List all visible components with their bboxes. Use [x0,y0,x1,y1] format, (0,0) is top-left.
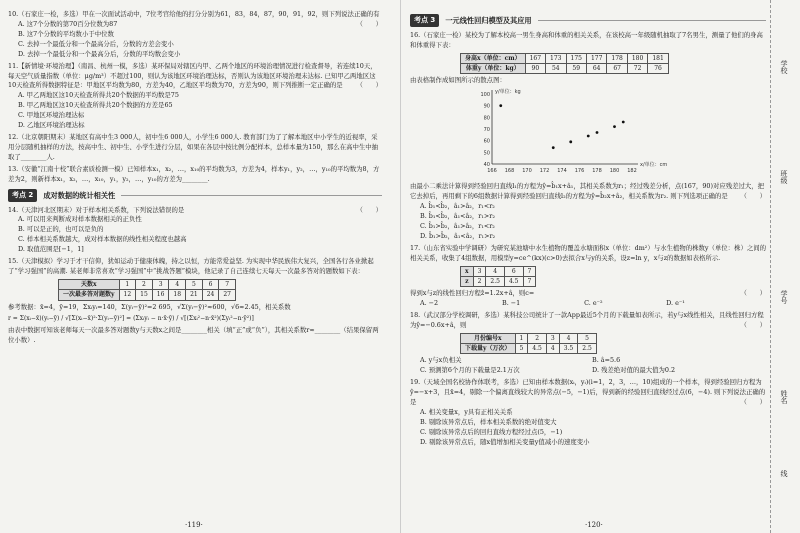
question-13: 13.（安徽“江南十校”联合素质检测一模）已知样本x₁，x₂，…，x₁₀的平均数为3，方差为4，样本y₁，y₂，…，y₁₀的平均数为8，方差为2，则新样本x₁，x₂，…，x₁₀，y₁，y₂，…，y₁₀的方差为________. [8,164,380,183]
q10-option-b: B. 这7个分数的平均数小于中位数 [18,29,114,38]
y-tick-label: 50 [483,150,490,157]
left-column [8,10,382,348]
q18-stem: 18.（武汉部分学校调研，多选）某科技公司统计了一款App最近5个月的下载量如表所示，若y与x线性相关，且线性回归方程为ŷ=−0.6x+â，则 [410,310,764,329]
question-17 [410,244,766,309]
section-3-header [410,14,766,27]
q11-option-a: A. 甲乙两地区这10天检查所得共20个数据的平均数是75 [18,91,179,100]
table-cell: 21 [186,290,203,300]
q18-table [460,333,597,355]
section-2-header [8,189,382,202]
q16-after-text: 由最小二乘法计算得到经验回归直线l₁的方程为ŷ=b̂₁x+â₁，其相关系数为r₁；经过残差分析，点(167，90)对应残差过大，把它去掉后，再用剩下的6组数据计算得到经验回归直线l₂的方程为ŷ=b̂₂x+â₂，相关系数为r₂. 则下列选项正确的是 [410,182,765,201]
table-cell: 2.5 [486,276,505,286]
q17-stem: 17.（山东省实验中学调研）为研究某池塘中水生植物的覆盖水塘面积x（单位：dm²）与水生植物的株数y（单位：株）之间的相关关系，收集了4组数据，用模型y=ce^(kx)(c>0)去拟合x与y的关系，设z=ln y，x与z的数据如表格所示. [410,243,767,262]
q11-paren: （ ） [356,81,382,90]
q14-option-b: B. 可以是正的，也可以是负的 [18,225,104,234]
question-18 [410,311,766,376]
table-cell: 身高x（单位：cm） [461,53,526,63]
margin-label-name: 姓名 [780,390,788,404]
q18-option-b: B. â=5.6 [592,356,621,365]
table-cell: 月份编号x [461,333,516,343]
table-cell: 4.5 [504,276,523,286]
q15-reference: 参考数据：x̄=4，ȳ=19，Σxᵢyᵢ=140，Σ(yᵢ−ȳ)²=2 695，√Σ(yᵢ−ȳ)²≈600，√6≈2.45，相关系数 [8,302,291,311]
q17-paren: （ ） [740,289,766,298]
q10-option-c: C. 去掉一个最低分和一个最高分后，分数的方差会变小 [18,39,174,48]
table-row [461,333,597,343]
scatter-point [596,131,599,134]
q16-paren: （ ） [740,192,766,201]
margin-label-class: 班级 [780,170,788,184]
table-cell: 1 [119,279,136,289]
q16-table [460,53,669,75]
y-tick-label: 40 [483,162,490,169]
table-cell: x [461,266,474,276]
table-cell: 67 [607,63,627,73]
q19-stem: 19.（天域全国名校协作体联考，多选）已知由样本数据(xᵢ，yᵢ)(i=1，2，3，…，10)组成的一个样本，得到经验回归方程为ŷ=−x+3，且x̄=4，剔除一个偏离直线较大的异常点(−5，−1)后，得到新的经验回归直线经过点(6，−4). 则下列说法正确的是 [410,378,766,407]
table-cell: 7 [219,279,236,289]
q16-option-a: A. b̂₁<b̂₂，â₁>â₂，r₁<r₂ [420,201,495,210]
question-11 [8,62,382,131]
x-tick-label: 180 [609,168,620,175]
page-number-left: ·119· [185,521,203,529]
q17-options [420,299,766,309]
table-cell: 18 [169,290,186,300]
table-cell: 2.5 [578,344,597,354]
q16-option-d: D. b̂₁>b̂₂，â₁<â₂，r₁>r₂ [420,231,496,240]
table-cell: 2 [473,276,486,286]
question-15 [8,257,382,346]
table-cell: 16 [152,290,169,300]
table-cell: 4 [546,344,559,354]
x-tick-label: 176 [574,168,585,175]
table-cell: 173 [546,53,566,63]
q18-option-a: A. y与x负相关 [420,356,462,365]
scatter-point [552,146,555,149]
table-cell: 167 [525,53,545,63]
q17-after-text: 得到x与z的线性回归方程ẑ=1.2x+â，则c= [410,289,535,298]
q10-stem: 10.（石家庄一检，多选）甲在一次面试活动中，7位考官给他的打分分别为61，83，84，87，90，91，92，则下列说法正确的有 [8,10,380,18]
q15-stem: 15.（天津模拟）学习于才干信仰，犹如运动于健康体魄，持之以恒，方能常爱益坚. 为实现中华民族伟大复兴，全国各行各业掀起了“学习强国”的高潮. 某老师非常喜欢“学习强国”中“挑战答题”模块，他记录了自己连续七天每天一次最多答对的题数如下表： [8,257,374,276]
q17-after [410,289,766,299]
x-tick-label: 178 [592,168,602,175]
q14-option-a: A. 可以用来判断成对样本数据相关的正负性 [18,215,142,224]
q11-stem: 11.【新情境·环境治理】（南昌、杭州一模，多选）某环保局对辖区内甲、乙两个地区的环境治理情况进行检查督导，若连续10天，每天空气质量指数（单位：μg/m³）不超过100，则认为该地区环境治理达标，否则认为该地区环境治理未达标. 已知甲乙两地区这10天检查所得数据特征是：甲地区平均数为80，方差为40，乙地区平均数为70，方差为90，则下列推断一定正确的是 [8,61,377,90]
table-row [59,279,236,289]
q10-option-d: D. 去掉一个最低分和一个最高分后，分数的平均数会变小 [18,49,181,58]
q15-tail: 由表中数据可知该老师每天一次最多答对题数y与天数x之间是________相关（填“正”或“负”），其相关系数r≈________（结果保留两位小数）. [8,325,379,344]
question-12: 12.（北京朝阳期末）某地区有高中生3 000人，初中生6 000人，小学生6 000人. 教育部门为了了解本地区中小学生的近视率，采用分层随机抽样的方法，按高中生、初中生、小学生进行分层，如果在各层中按比例分配样本，总样本量为150，那么在高中生中抽取了________人. [8,133,379,161]
q16-after [410,182,766,202]
table-cell: 2 [136,279,153,289]
binding-margin [770,0,800,533]
table-cell: 15 [136,290,153,300]
table-cell: 178 [607,53,627,63]
table-cell: 5 [515,344,528,354]
table-cell: 90 [525,63,545,73]
margin-label-id: 学号 [780,290,788,304]
y-tick-label: 70 [483,127,490,134]
q14-stem: 14.（天津河北区期末）对于样本相关系数，下列说法错误的是 [8,205,185,214]
table-cell: 5 [186,279,203,289]
scatter-point [587,135,590,138]
table-cell: 64 [586,63,606,73]
q18-options-cd [420,366,766,376]
table-cell: 3 [152,279,169,289]
q15-formula: r = Σ(xᵢ−x̄)(yᵢ−ȳ) / √[Σ(xᵢ−x̄)²·Σ(yᵢ−ȳ)²] = (Σxᵢyᵢ − n·x̄·ȳ) / √[(Σxᵢ²−n·x̄²)(Σyᵢ²−n·ȳ²)] [8,315,254,323]
section-3-title: 一元线性回归模型及其应用 [445,15,532,25]
table-cell: 3 [473,266,486,276]
table-cell: 59 [566,63,586,73]
q16-scatter-caption: 由表格制作成如图所示的散点图： [410,76,506,85]
x-tick-label: 172 [539,168,550,175]
table-cell: 6 [504,266,523,276]
right-column [410,10,766,450]
q19-option-b: B. 剔除该异常点后，样本相关系数的绝对值变大 [420,417,557,426]
q19-option-a: A. 相关变量x，y具有正相关关系 [420,407,513,416]
q18-option-c: C. 预测第6个月的下载量是2.1万次 [420,366,520,375]
q17-option-a: A. −2 [420,299,439,308]
table-cell: 177 [586,53,606,63]
table-cell: 54 [546,63,566,73]
table-row [461,63,669,73]
question-19 [410,378,766,447]
y-tick-label: 80 [483,115,490,122]
table-row [461,276,536,286]
table-cell: 一次最多答对题数y [59,290,120,300]
scatter-plot [470,86,680,178]
table-cell: 181 [648,53,668,63]
table-cell: 3.5 [559,344,578,354]
table-cell: 4 [559,333,578,343]
q15-table [58,279,236,301]
table-cell: 体重y（单位：kg） [461,63,526,73]
table-cell: 4 [486,266,505,276]
x-tick-label: 168 [504,168,515,175]
table-row [461,266,536,276]
table-cell: 175 [566,53,586,63]
q14-option-d: D. 取值范围是[−1，1] [18,245,84,254]
page-divider [400,0,401,533]
q17-option-c: C. e⁻² [584,299,603,308]
x-tick-label: 182 [627,168,637,175]
table-cell: 180 [627,53,647,63]
section-3-tag: 考点 3 [410,14,439,27]
table-row [461,344,597,354]
q11-option-b: B. 甲乙两地区这10天检查所得共20个数据的方差是65 [18,101,173,110]
x-axis-label: x/单位：cm [640,162,668,169]
table-cell: 76 [648,63,668,73]
q11-option-d: D. 乙地区环境治理达标 [18,121,85,130]
table-cell: 1 [515,333,528,343]
table-row [59,290,236,300]
table-cell: 7 [523,276,536,286]
table-cell: 天数x [59,279,120,289]
section-2-tag: 考点 2 [8,189,37,202]
y-tick-label: 100 [480,92,490,99]
table-cell: 3 [546,333,559,343]
q10-option-a: A. 这7个分数的第70百分位数为87 [18,19,118,28]
q18-paren: （ ） [740,320,766,329]
table-row [461,53,669,63]
q16-option-b: B. b̂₁<b̂₂，â₁<â₂，r₁>r₂ [420,211,495,220]
x-tick-label: 170 [522,168,532,175]
table-cell: 72 [627,63,647,73]
y-tick-label: 60 [483,138,490,145]
q17-option-d: D. e⁻¹ [666,299,685,308]
y-tick-label: 90 [483,103,490,110]
q16-option-c: C. b̂₁>b̂₂，â₁>â₂，r₁<r₂ [420,221,495,230]
section-3-rule [538,20,766,21]
question-14 [8,206,382,256]
section-2-title: 成对数据的统计相关性 [43,190,116,200]
q17-table [460,266,536,288]
table-cell: 12 [119,290,136,300]
margin-label-line: 线 [780,470,788,477]
scatter-point [613,125,616,128]
table-cell: z [461,276,474,286]
q19-option-c: C. 剔除该异常点后的回归直线方程经过点(5，−1) [420,427,563,436]
table-cell: 7 [523,266,536,276]
margin-label-school: 学校 [780,60,788,74]
table-cell: 5 [578,333,597,343]
table-cell: 24 [202,290,219,300]
section-2-rule [121,195,382,196]
q18-options-ab [420,356,766,366]
table-cell: 6 [202,279,219,289]
y-axis-label: y/单位：kg [495,89,521,96]
table-cell: 下载量y（万次） [461,344,516,354]
q18-option-d: D. 残差绝对值的最大值为0.2 [592,366,676,375]
table-cell: 2 [528,333,547,343]
table-cell: 27 [219,290,236,300]
q14-paren: （ ） [356,205,382,214]
q11-option-c: C. 甲地区环境治理达标 [18,111,85,120]
q16-stem: 16.（石家庄一检）某校为了解本校高一男生身高和体重的相关关系，在该校高一年级随机抽取了7名男生，测量了他们的身高和体重得下表： [410,30,763,49]
x-tick-label: 166 [487,168,497,175]
x-tick-label: 174 [557,168,567,175]
q10-paren: （ ） [356,19,382,28]
q14-option-c: C. 样本相关系数越大，成对样本数据的线性相关程度也越高 [18,235,187,244]
q19-paren: （ ） [740,398,766,407]
table-cell: 4.5 [528,344,547,354]
scatter-point [622,121,625,124]
q19-option-d: D. 剔除该异常点后，随x值增加相关变量y值减小的速度变小 [420,437,590,446]
question-16 [410,31,766,242]
scatter-point [499,104,502,107]
table-cell: 4 [169,279,186,289]
question-10 [8,10,382,60]
q17-option-b: B. −1 [502,299,521,308]
page-number-right: ·120· [585,521,603,529]
scatter-point [569,141,572,144]
